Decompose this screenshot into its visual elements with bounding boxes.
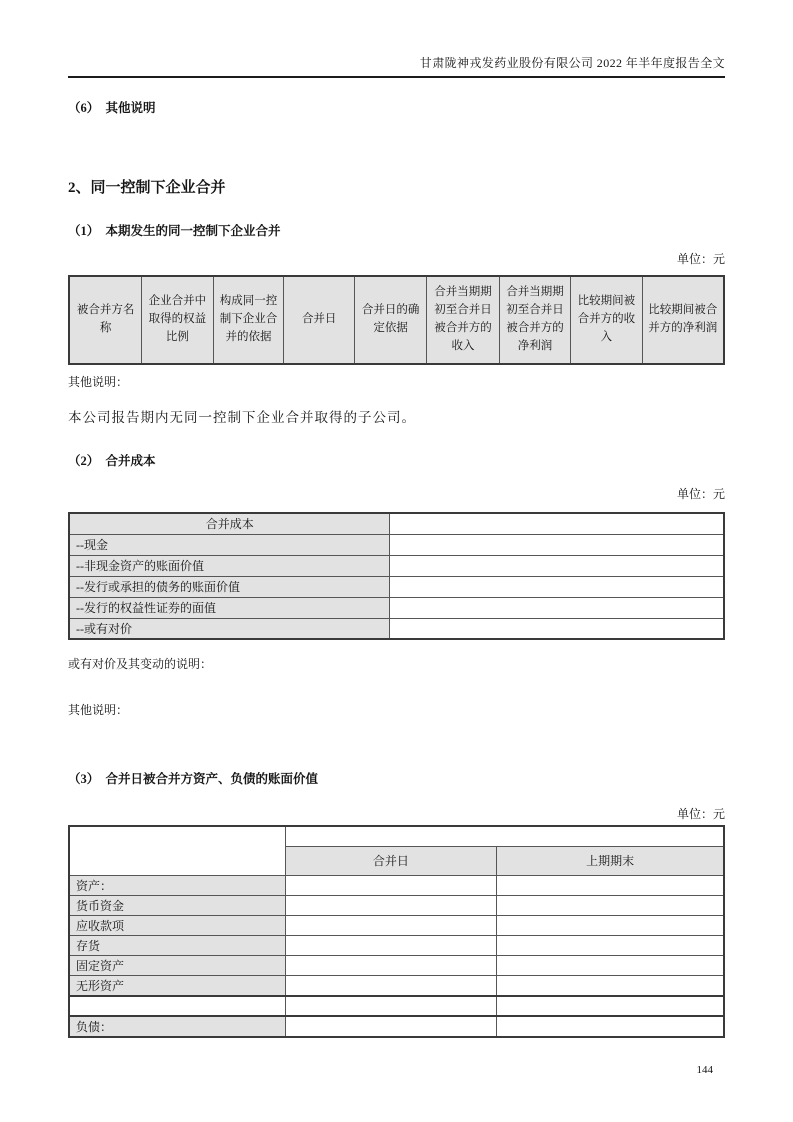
corner-cell (69, 826, 285, 875)
book-value-row (69, 915, 724, 935)
row-label-cell: 应收款项 (69, 915, 285, 935)
other-notes-label: 其他说明： (68, 703, 129, 717)
value-cell (390, 534, 724, 555)
book-value-table (68, 825, 725, 1038)
value-cell (285, 996, 497, 1016)
cost-table-row (69, 576, 724, 597)
book-value-row (69, 895, 724, 915)
column-header-cell: 上期期末 (497, 846, 724, 875)
unit-label: 单位：元 (676, 487, 725, 501)
heading-section-2: 2、同一控制下企业合并 (68, 180, 226, 196)
merger-header-cell: 合并日的确定依据 (355, 276, 427, 364)
book-value-row (69, 975, 724, 996)
row-label-cell: 固定资产 (69, 955, 285, 975)
cost-table-row (69, 555, 724, 576)
row-label-cell: --发行或承担的债务的账面价值 (69, 576, 390, 597)
value-cell (497, 996, 724, 1016)
book-value-row (69, 935, 724, 955)
unit-label: 单位：元 (676, 252, 725, 266)
merger-header-cell: 合并当期期初至合并日被合并方的净利润 (499, 276, 570, 364)
value-cell (390, 597, 724, 618)
cost-table-title-cell: 合并成本 (69, 513, 390, 534)
value-cell (390, 513, 724, 534)
no-merger-statement: 本公司报告期内无同一控制下企业合并取得的子公司。 (68, 410, 416, 425)
unit-label: 单位：元 (676, 807, 725, 821)
page-number: 144 (696, 1063, 713, 1076)
value-cell (285, 975, 497, 996)
heading-sub-1: （1） 本期发生的同一控制下企业合并 (68, 224, 281, 238)
value-cell (285, 1016, 497, 1037)
merger-header-cell: 比较期间被合并方的收入 (571, 276, 642, 364)
contingent-consideration-note-label: 或有对价及其变动的说明： (68, 657, 213, 671)
book-value-row (69, 1016, 724, 1037)
merger-header-cell: 被合并方名称 (69, 276, 142, 364)
value-cell (390, 576, 724, 597)
value-cell (497, 955, 724, 975)
merger-header-cell: 合并日 (284, 276, 355, 364)
cost-table-row (69, 618, 724, 639)
heading-sub-3: （3） 合并日被合并方资产、负债的账面价值 (68, 772, 319, 786)
value-cell (497, 895, 724, 915)
heading-other-notes-6: （6） 其他说明 (68, 101, 156, 115)
book-value-spacer-row (69, 826, 724, 846)
document-header-title: 甘肃陇神戎发药业股份有限公司 2022 年半年度报告全文 (68, 0, 725, 78)
book-value-row (69, 955, 724, 975)
value-cell (497, 975, 724, 996)
merger-table-header-row (69, 276, 724, 364)
other-notes-label: 其他说明： (68, 375, 129, 389)
value-cell (285, 955, 497, 975)
value-cell (285, 875, 497, 895)
same-control-merger-table (68, 275, 725, 365)
row-label-cell (69, 996, 285, 1016)
row-label-cell: 负债： (69, 1016, 285, 1037)
value-cell (285, 895, 497, 915)
row-label-cell: --现金 (69, 534, 390, 555)
row-label-cell: 货币资金 (69, 895, 285, 915)
value-cell (497, 915, 724, 935)
merger-header-cell: 企业合并中取得的权益比例 (142, 276, 213, 364)
row-label-cell: 无形资产 (69, 975, 285, 996)
cost-table-row (69, 534, 724, 555)
empty-cell (285, 826, 724, 846)
heading-sub-2: （2） 合并成本 (68, 454, 156, 468)
value-cell (497, 875, 724, 895)
book-value-row (69, 875, 724, 895)
value-cell (390, 555, 724, 576)
row-label-cell: --发行的权益性证券的面值 (69, 597, 390, 618)
book-value-blank-row (69, 996, 724, 1016)
row-label-cell: 存货 (69, 935, 285, 955)
row-label-cell: --或有对价 (69, 618, 390, 639)
merger-header-cell: 构成同一控制下企业合并的依据 (213, 276, 284, 364)
merger-header-cell: 合并当期期初至合并日被合并方的收入 (427, 276, 500, 364)
value-cell (390, 618, 724, 639)
value-cell (285, 915, 497, 935)
row-label-cell: 资产： (69, 875, 285, 895)
column-header-cell: 合并日 (285, 846, 497, 875)
cost-table-row (69, 597, 724, 618)
value-cell (285, 935, 497, 955)
merger-cost-table (68, 512, 725, 640)
cost-table-header-row (69, 513, 724, 534)
value-cell (497, 1016, 724, 1037)
row-label-cell: --非现金资产的账面价值 (69, 555, 390, 576)
value-cell (497, 935, 724, 955)
merger-header-cell: 比较期间被合并方的净利润 (642, 276, 724, 364)
